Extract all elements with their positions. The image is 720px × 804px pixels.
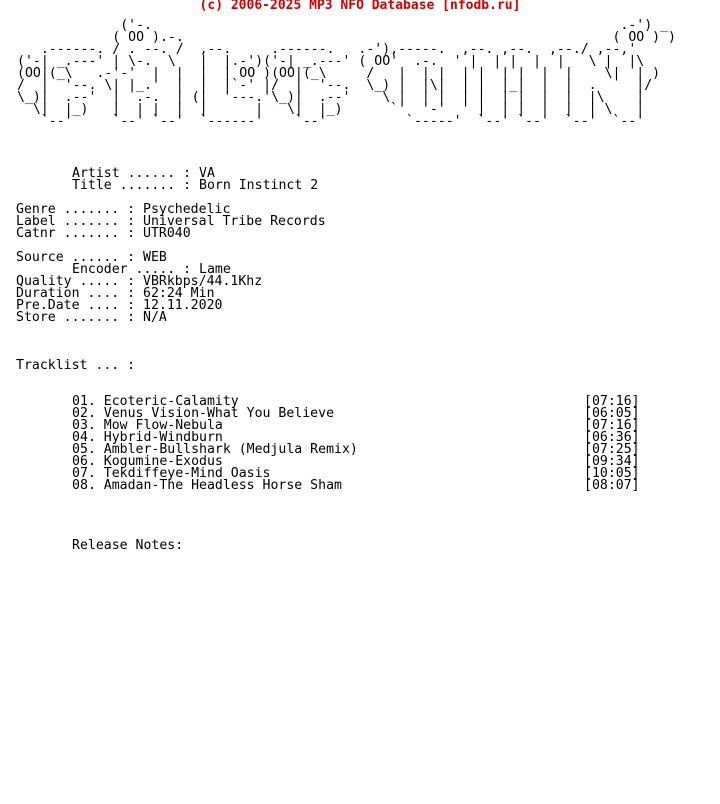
release-notes-heading: Release Notes: xyxy=(72,538,184,553)
source-label: Source ...... : xyxy=(16,250,136,265)
track-time: [07:16] xyxy=(584,418,640,433)
ascii-logo: ('-. .-') _ ( OO ).-. ( OO ) ) .------. / . --. / ,--. .------. .-'),-----. ,--. ,--. ,--./ ,--,' ('-| _.---' | \-. \ | |.-')('-| _.---' ( OO' .-. ' | | | | | \ | |\ (OO|(_\ .-'-' | | | | OO )(OO|(_\ / | | | | | | | | | \| | ) / | '--. \| |_.' | | |`-' |/ | '--. \_) | |\| | | |_| | | . |/ \_)| .--' | .-. | (| '---.'\_)| .--' \ | | | | | | | | | |\ | \| |_) | | | | | | \| |_) `' '-' ' | | | | | | \ | `--' `--' `--' `------' `--' `-----' `--' `--' `--' `--' xyxy=(17,18,676,129)
encoder-label: Encoder ..... : xyxy=(72,262,192,277)
source-value: WEB xyxy=(143,250,167,265)
track-title: 03. Mow Flow-Nebula xyxy=(72,418,223,433)
track-title: 01. Ecoteric-Calamity xyxy=(72,394,239,409)
store-row xyxy=(16,312,167,324)
genre-label: Genre ....... : xyxy=(16,202,136,217)
track-title: 07. Tekdiffeye-Mind Oasis xyxy=(72,466,271,481)
catnr-row xyxy=(16,228,191,240)
catnr-value: UTR040 xyxy=(143,226,191,241)
tracklist-heading: Tracklist ... : xyxy=(16,358,136,373)
track-time: [07:25] xyxy=(584,442,640,457)
quality-label: Quality ..... : xyxy=(16,274,136,289)
track-time: [08:07] xyxy=(584,478,640,493)
title-value: Born Instinct 2 xyxy=(199,178,319,193)
store-value: N/A xyxy=(143,310,167,325)
track-title: 05. Ambler-Bullshark (Medjula Remix) xyxy=(72,442,358,457)
quality-value: VBRkbps/44.1Khz xyxy=(143,274,263,289)
duration-value: 62:24 Min xyxy=(143,286,215,301)
track-time: [09:34] xyxy=(584,454,640,469)
label-value: Universal Tribe Records xyxy=(143,214,326,229)
copyright-header: (c) 2006-2025 MP3 NFO Database [nfodb.ru] xyxy=(199,0,521,13)
encoder-value: Lame xyxy=(199,262,231,277)
duration-label: Duration .... : xyxy=(16,286,136,301)
predate-label: Pre.Date .... : xyxy=(16,298,136,313)
track-time: [07:16] xyxy=(584,394,640,409)
artist-value: VA xyxy=(199,166,215,181)
title-row xyxy=(72,180,318,192)
track-title: 08. Amadan-The Headless Horse Sham xyxy=(72,478,342,493)
title-label: Title ....... : xyxy=(72,178,192,193)
track-title: 04. Hybrid-Windburn xyxy=(72,430,223,445)
track-title: 06. Kogumine-Exodus xyxy=(72,454,223,469)
catnr-label: Catnr ....... : xyxy=(16,226,136,241)
store-label: Store ....... : xyxy=(16,310,136,325)
label-label: Label ....... : xyxy=(16,214,136,229)
genre-value: Psychedelic xyxy=(143,202,231,217)
predate-value: 12.11.2020 xyxy=(143,298,223,313)
artist-label: Artist ...... : xyxy=(72,166,192,181)
track-time: [10:05] xyxy=(584,466,640,481)
track-time: [06:36] xyxy=(584,430,640,445)
track-time: [06:05] xyxy=(584,406,640,421)
track-title: 02. Venus Vision-What You Believe xyxy=(72,406,335,421)
